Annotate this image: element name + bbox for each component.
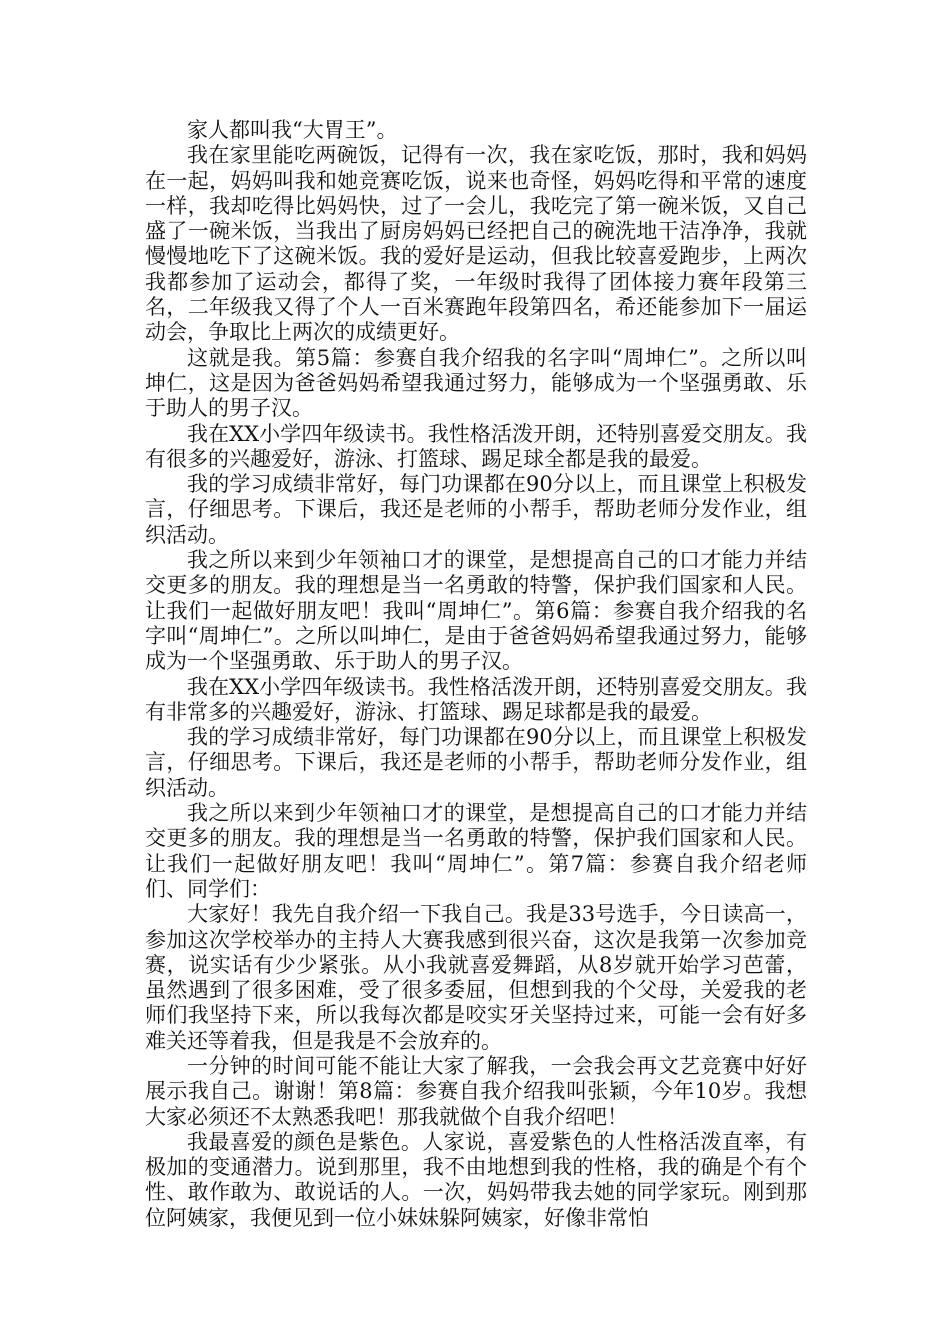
paragraph-10: 大家好！我先自我介绍一下我自己。我是33号选手，今日读高一，参加这次学校举办的主持人大赛我感到很兴奋，这次是我第一次参加竞赛，说实话有少少紧张。从小我就喜爱舞蹈，从8岁就开始学习芭蕾，虽然遇到了很多困难，受了很多委屈，但想到我的个父母，关爱我的老师们我坚持下来，所以我每次都是咬实牙关坚持过来，可能一会有好多难关还等着我，但是我是不会放弃的。 — [145, 902, 807, 1053]
paragraph-12: 我最喜爱的颜色是紫色。人家说，喜爱紫色的人性格活泼直率，有极加的变通潜力。说到那里，我不由地想到我的性格，我的确是个有个性、敢作敢为、敢说话的人。一次，妈妈带我去她的同学家玩。刚到那位阿姨家，我便见到一位小妹妹躲阿姨家，好像非常怕 — [145, 1129, 807, 1230]
paragraph-11: 一分钟的时间可能不能让大家了解我，一会我会再文艺竞赛中好好展示我自己。谢谢！第8篇：参赛自我介绍我叫张颖，今年10岁。我想大家必须还不太熟悉我吧！那我就做个自我介绍吧！ — [145, 1053, 807, 1129]
paragraph-7: 我在XX小学四年级读书。我性格活泼开朗，还特别喜爱交朋友。我有非常多的兴趣爱好，游泳、打篮球、踢足球都是我的最爱。 — [145, 674, 807, 724]
paragraph-6: 我之所以来到少年领袖口才的课堂，是想提高自己的口才能力并结交更多的朋友。我的理想是当一名勇敢的特警，保护我们国家和人民。让我们一起做好朋友吧！我叫“周坤仁”。第6篇：参赛自我介绍我的名字叫“周坤仁”。之所以叫坤仁，是由于爸爸妈妈希望我通过努力，能够成为一个坚强勇敢、乐于助人的男子汉。 — [145, 548, 807, 674]
paragraph-4: 我在XX小学四年级读书。我性格活泼开朗，还特别喜爱交朋友。我有很多的兴趣爱好，游泳、打篮球、踢足球全都是我的最爱。 — [145, 421, 807, 471]
paragraph-2: 我在家里能吃两碗饭，记得有一次，我在家吃饭，那时，我和妈妈在一起，妈妈叫我和她竞赛吃饭，说来也奇怪，妈妈吃得和平常的速度一样，我却吃得比妈妈快，过了一会儿，我吃完了第一碗米饭，又自己盛了一碗米饭，当我出了厨房妈妈已经把自己的碗洗地干洁净净，我就慢慢地吃下了这碗米饭。我的爱好是运动，但我比较喜爱跑步，上两次我都参加了运动会，都得了奖，一年级时我得了团体接力赛年段第三名，二年级我又得了个人一百米赛跑年段第四名，希还能参加下一届运动会，争取比上两次的成绩更好。 — [145, 143, 807, 345]
paragraph-3: 这就是我。第5篇：参赛自我介绍我的名字叫“周坤仁”。之所以叫坤仁，这是因为爸爸妈妈希望我通过努力，能够成为一个坚强勇敢、乐于助人的男子汉。 — [145, 345, 807, 421]
paragraph-8: 我的学习成绩非常好，每门功课都在90分以上，而且课堂上积极发言，仔细思考。下课后，我还是老师的小帮手，帮助老师分发作业，组织活动。 — [145, 725, 807, 800]
paragraph-1: 家人都叫我“大胃王”。 — [187, 118, 398, 142]
document-body — [145, 118, 807, 1231]
paragraph-9: 我之所以来到少年领袖口才的课堂，是想提高自己的口才能力并结交更多的朋友。我的理想是当一名勇敢的特警，保护我们国家和人民。让我们一起做好朋友吧！我叫“周坤仁”。第7篇：参赛自我介绍老师们、同学们： — [145, 801, 807, 901]
paragraph-5: 我的学习成绩非常好，每门功课都在90分以上，而且课堂上积极发言，仔细思考。下课后，我还是老师的小帮手，帮助老师分发作业，组织活动。 — [145, 472, 807, 547]
